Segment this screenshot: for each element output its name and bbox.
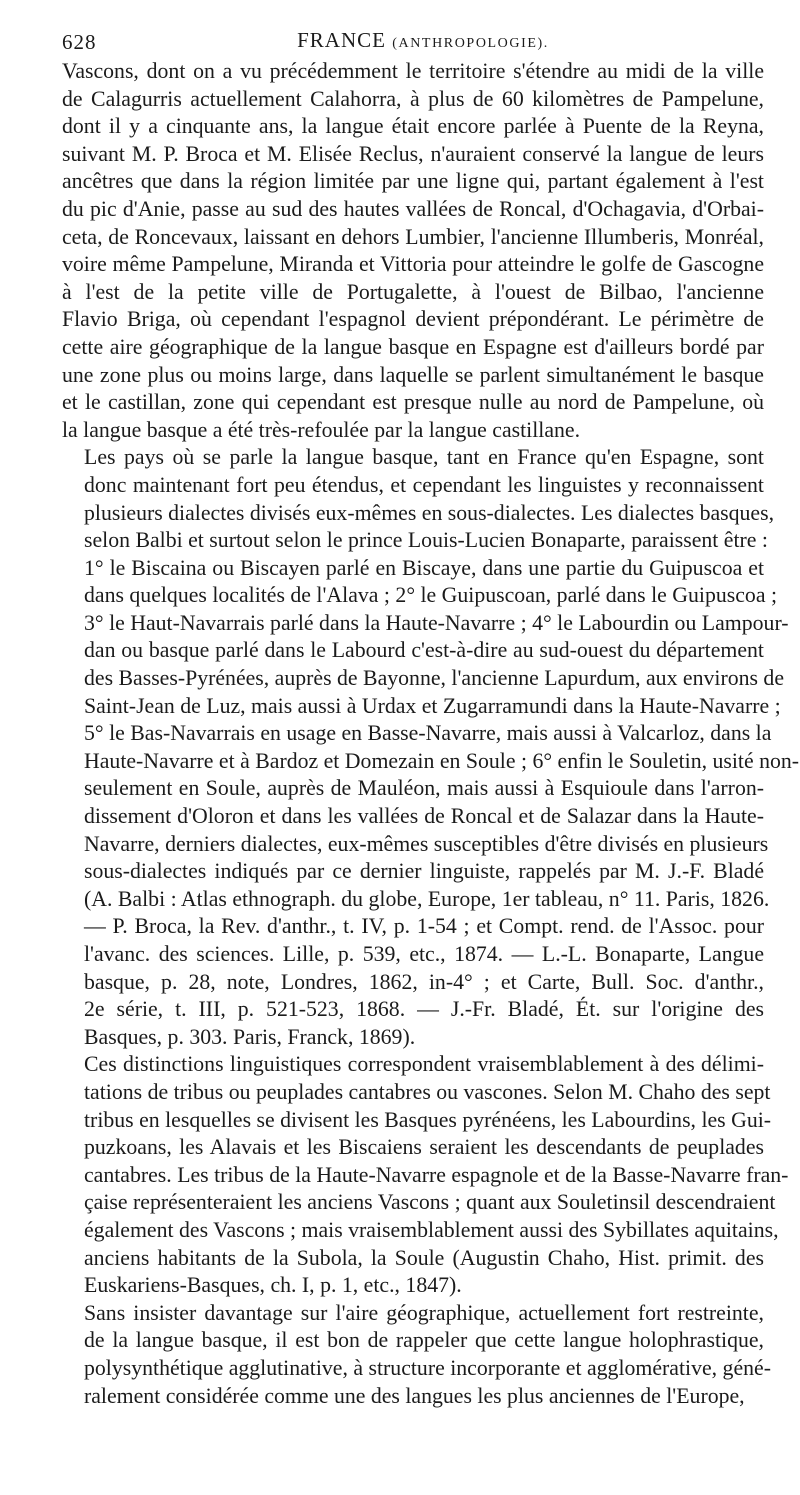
- text-line: — P. Broca, la Rev. d'anthr., t. IV, p. 1-54 ; et Compt. rend. de l'Assoc. pour: [84, 914, 764, 939]
- text-line: dont il y a cinquante ans, la langue était encore parlée à Puente de la Reyna,: [62, 114, 764, 139]
- text-line: selon Balbi et surtout selon le prince Louis-Lucien Bonaparte, paraissent être :: [84, 528, 768, 553]
- text-line: cantabres. Les tribus de la Haute-Navarre espagnole et de la Basse-Navarre fran-: [84, 1162, 789, 1187]
- text-line: et le castillan, zone qui cependant est presque nulle au nord de Pampelune, où: [62, 390, 764, 415]
- text-line: du pic d'Anie, passe au sud des hautes vallées de Roncal, d'Ochagavia, d'Orbai-: [62, 196, 764, 221]
- text-line: tribus en lesquelles se divisent les Basques pyrénéens, les Labourdins, les Gui-: [84, 1107, 772, 1132]
- running-title-main: FRANCE: [297, 28, 386, 52]
- text-line: basque, p. 28, note, Londres, 1862, in-4° ; et Carte, Bull. Soc. d'anthr.,: [84, 969, 764, 994]
- text-line: Euskariens-Basques, ch. I, p. 1, etc., 1847).: [84, 1273, 462, 1298]
- text-line: Ces distinctions linguistiques correspondent vraisemblablement à des délimi-: [84, 1052, 764, 1077]
- text-line: sous-dialectes indiqués par ce dernier linguiste, rappelés par M. J.-F. Bladé: [84, 859, 764, 884]
- text-line: donc maintenant fort peu étendus, et cependant les linguistes y reconnaissent: [84, 472, 764, 497]
- text-line: Basques, p. 303. Paris, Franck, 1869).: [84, 1024, 416, 1049]
- text-line: Flavio Briga, où cependant l'espagnol devient prépondérant. Le périmètre de: [62, 307, 764, 332]
- text-line: des Basses-Pyrénées, auprès de Bayonne, l'ancienne Lapurdum, aux environs de: [84, 666, 785, 691]
- text-line: une zone plus ou moins large, dans laquelle se parlent simultanément le basque: [62, 362, 764, 387]
- page-number: 628: [62, 30, 97, 54]
- paragraph: [62, 58, 764, 444]
- running-head: [62, 28, 764, 58]
- text-line: l'avanc. des sciences. Lille, p. 539, etc., 1874. — L.-L. Bonaparte, Langue: [84, 942, 764, 966]
- text-line: Sans insister davantage sur l'aire géographique, actuellement fort restreinte,: [84, 1300, 764, 1325]
- text-line: la langue basque a été très-refoulée par la langue castillane.: [62, 417, 581, 442]
- text-line: 3° le Haut-Navarrais parlé dans la Haute-Navarre ; 4° le Labourdin ou Lampour-: [84, 610, 789, 635]
- text-line: plusieurs dialectes divisés eux-mêmes en sous-dialectes. Les dialectes basques,: [84, 500, 775, 525]
- text-line: dan ou basque parlé dans le Labourd c'est-à-dire au sud-ouest du département: [84, 638, 764, 663]
- paragraph: [62, 1300, 771, 1410]
- text-line: polysynthétique agglutinative, à structure incorporante et agglomérative, géné-: [84, 1355, 771, 1380]
- text-line: ralement considérée comme une des langues les plus anciennes de l'Europe,: [84, 1383, 745, 1408]
- text-line: voire même Pampelune, Miranda et Vittoria pour atteindre le golfe de Gascogne: [62, 252, 764, 277]
- text-line: ceta, de Roncevaux, laissant en dehors Lumbier, l'ancienne Illumberis, Monréal,: [62, 224, 764, 249]
- text-line: tations de tribus ou peuplades cantabres ou vascones. Selon M. Chaho des sept: [84, 1079, 771, 1104]
- text-line: également des Vascons ; mais vraisemblablement aussi des Sybillates aquitains,: [84, 1217, 779, 1242]
- text-line: dans quelques localités de l'Alava ; 2° le Guipuscoan, parlé dans le Guipuscoa ;: [84, 583, 777, 608]
- text-line: dissement d'Oloron et dans les vallées de Roncal et de Salazar dans la Haute-: [84, 804, 764, 829]
- running-title: [62, 28, 764, 53]
- text-line: suivant M. P. Broca et M. Elisée Reclus, n'auraient conservé la langue de leurs: [62, 141, 764, 166]
- text-line: Saint-Jean de Luz, mais aussi à Urdax et Zugarramundi dans la Haute-Navarre ;: [84, 693, 781, 718]
- body-text: [62, 58, 800, 1410]
- text-line: Haute-Navarre et à Bardoz et Domezain en Soule ; 6° enfin le Souletin, usité non-: [84, 748, 800, 773]
- text-line: seulement en Soule, auprès de Mauléon, mais aussi à Esquioule dans l'arron-: [84, 776, 764, 801]
- text-line: Navarre, derniers dialectes, eux-mêmes susceptibles d'être divisés en plusieurs: [84, 831, 769, 856]
- text-line: de Calagurris actuellement Calahorra, à plus de 60 kilomètres de Pampelune,: [62, 86, 764, 111]
- text-line: çaise représenteraient les anciens Vascons ; quant aux Souletinsil descendraient: [84, 1190, 776, 1215]
- text-line: ancêtres que dans la région limitée par une ligne qui, partant également à l'est: [62, 169, 764, 194]
- running-title-subtitle: (ANTHROPOLOGIE).: [392, 36, 549, 51]
- text-line: Vascons, dont on a vu précédemment le territoire s'étendre au midi de la ville: [62, 59, 764, 83]
- text-line: de la langue basque, il est bon de rappeler que cette langue holophrastique,: [84, 1328, 764, 1353]
- text-line: anciens habitants de la Subola, la Soule (Augustin Chaho, Hist. primit. des: [84, 1245, 764, 1270]
- text-line: 5° le Bas-Navarrais en usage en Basse-Navarre, mais aussi à Valcarloz, dans la: [84, 721, 772, 746]
- text-line: puzkoans, les Alavais et les Biscaiens seraient les descendants de peuplades: [84, 1135, 764, 1160]
- text-line: à l'est de la petite ville de Portugalette, à l'ouest de Bilbao, l'ancienne: [62, 279, 764, 304]
- text-line: (A. Balbi : Atlas ethnograph. du globe, Europe, 1er tableau, n° 11. Paris, 1826.: [84, 886, 770, 911]
- text-line: 2e série, t. III, p. 521-523, 1868. — J.-Fr. Bladé, Ét. sur l'origine des: [84, 997, 764, 1022]
- text-line: Les pays où se parle la langue basque, tant en France qu'en Espagne, sont: [84, 445, 764, 470]
- paragraph: [62, 1051, 789, 1299]
- text-line: cette aire géographique de la langue basque en Espagne est d'ailleurs bordé par: [62, 334, 764, 359]
- paragraph: [62, 444, 800, 1051]
- text-line: 1° le Biscaina ou Biscayen parlé en Biscaye, dans une partie du Guipuscoa et: [84, 555, 764, 580]
